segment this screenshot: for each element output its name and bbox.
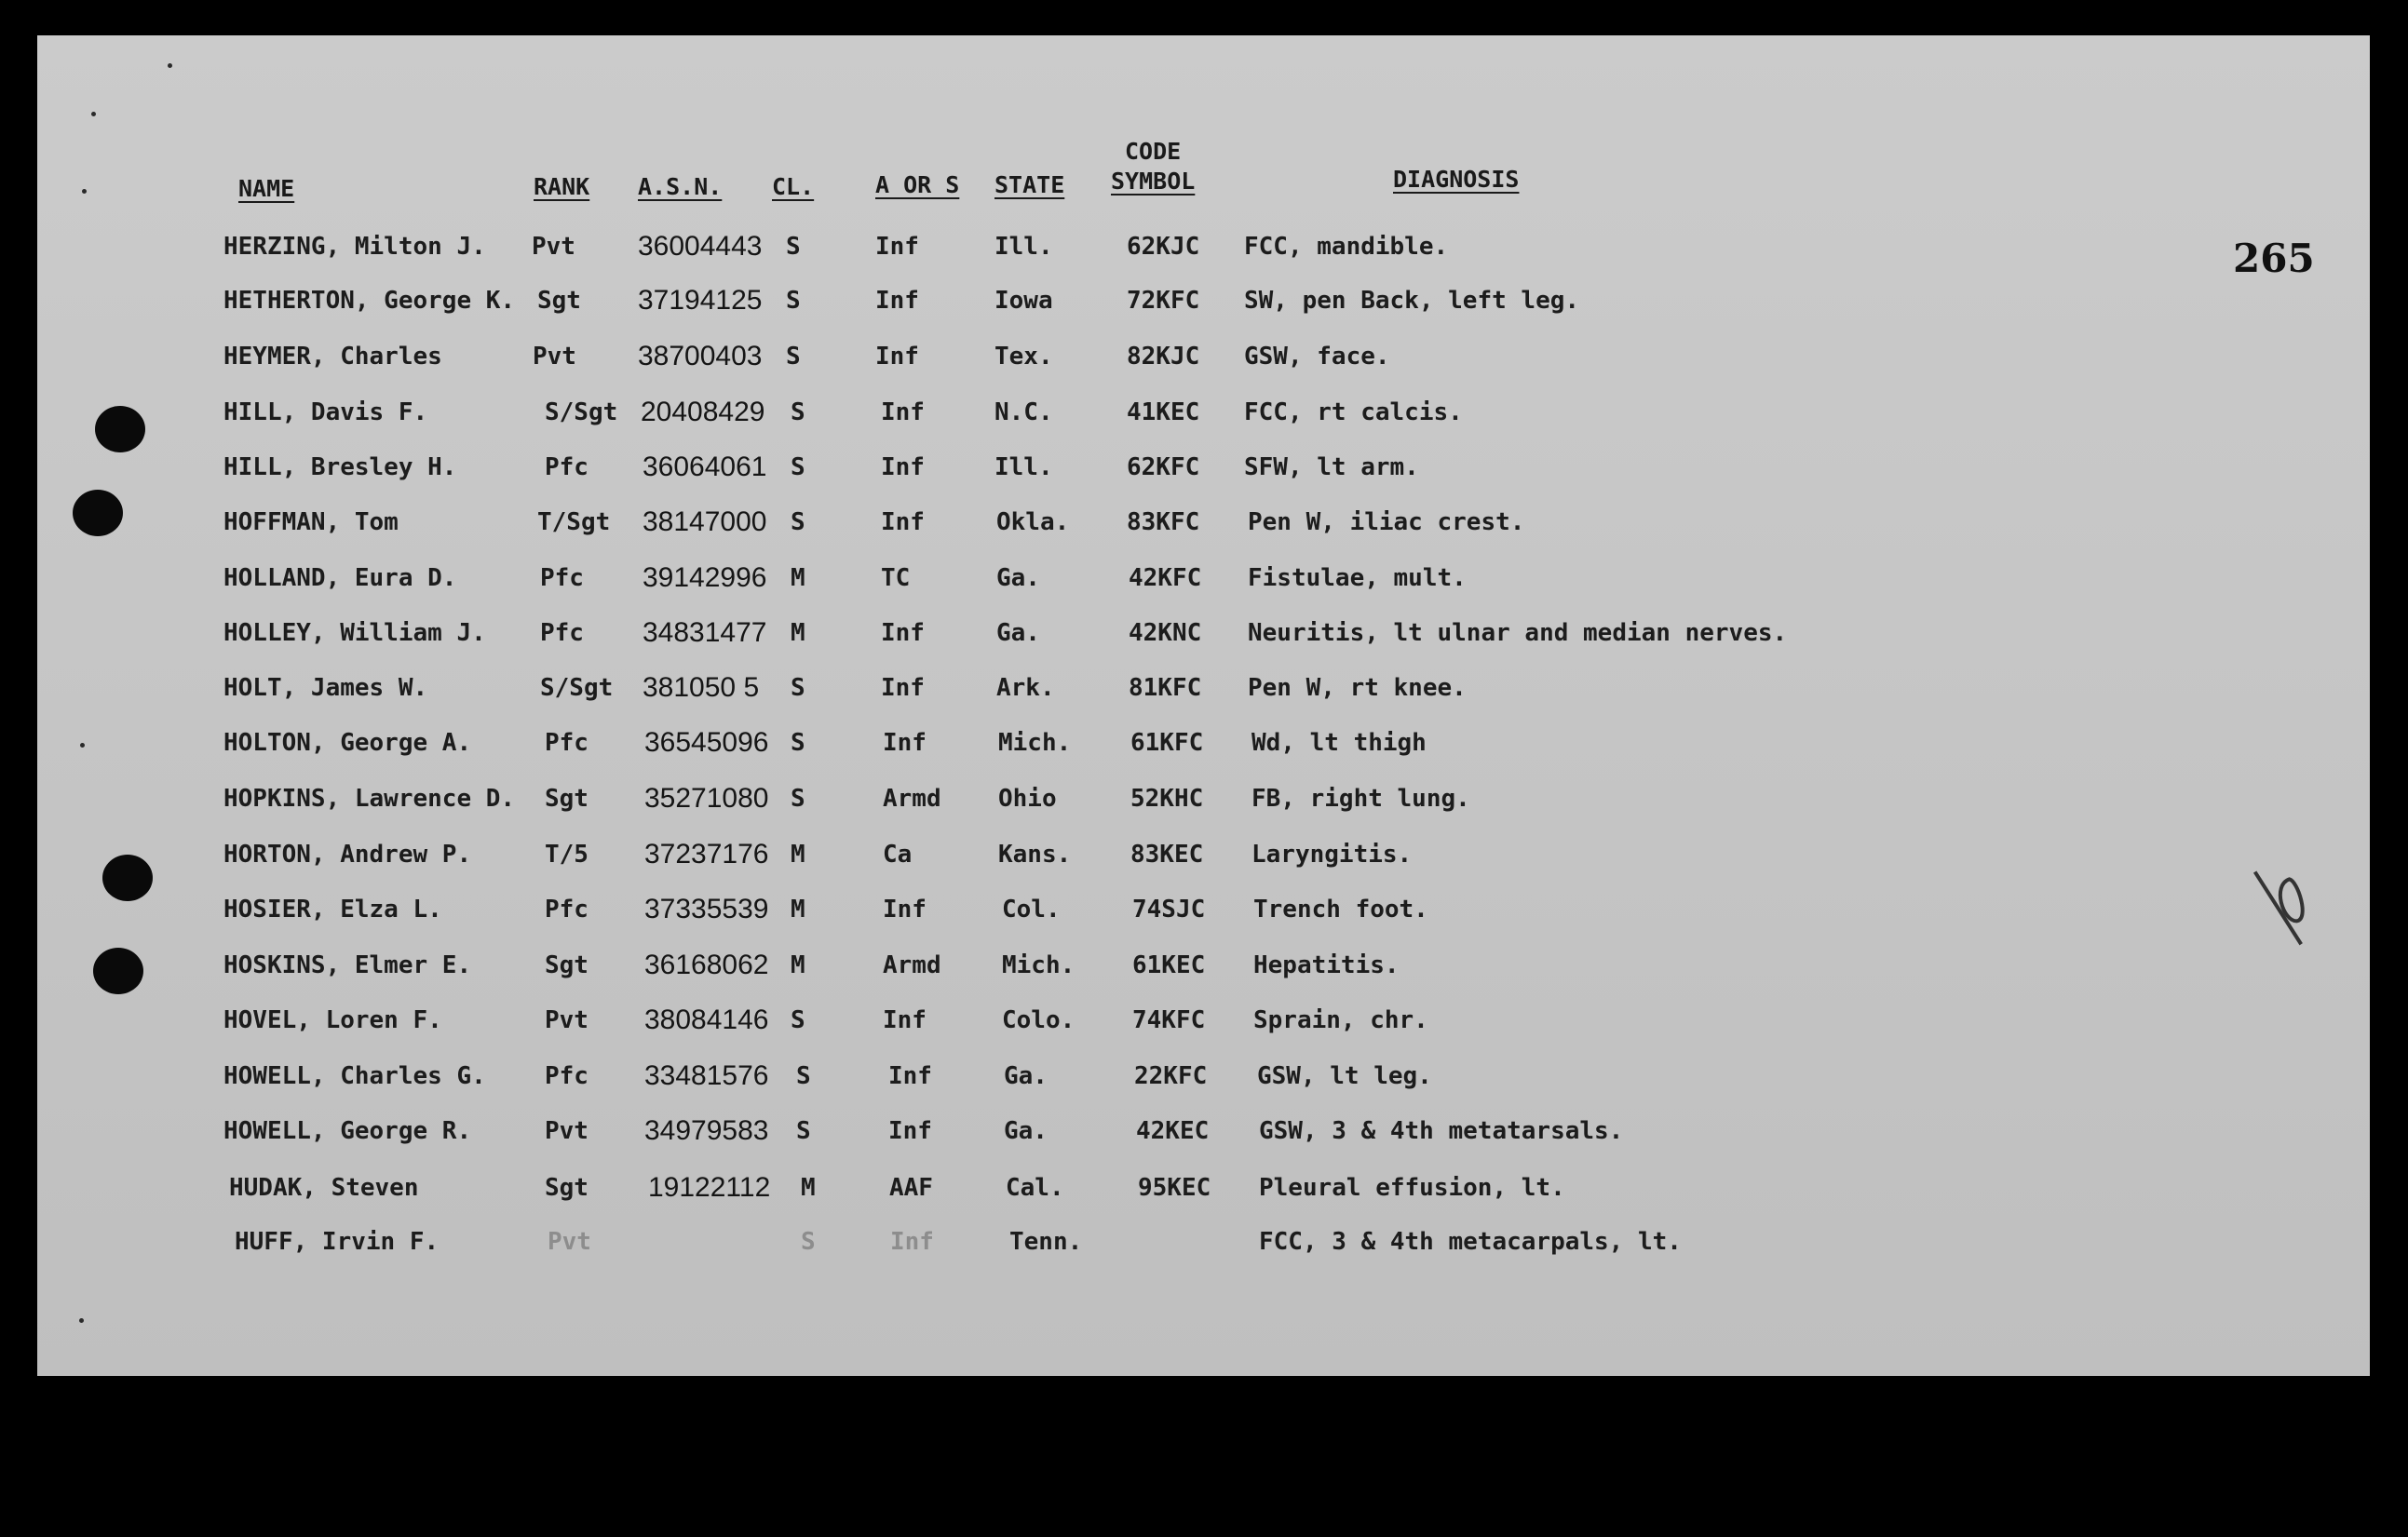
table-row [37,614,2370,652]
cell-name: HOLT, James W. [223,674,428,702]
cell-asn: 37194125 [638,285,763,316]
cell-diagnosis: Trench foot. [1253,896,1428,924]
table-row [37,1223,2370,1261]
cell-a-or-s: Inf [883,896,927,924]
cell-a-or-s: Inf [881,619,925,647]
header-asn: A.S.N. [638,173,723,200]
cell-diagnosis: Neuritis, lt ulnar and median nerves. [1248,619,1788,647]
cell-code: 74SJC [1132,896,1206,924]
cell-asn: 36545096 [644,727,769,758]
cell-diagnosis: Laryngitis. [1251,841,1413,869]
cell-code: 82KJC [1127,343,1200,371]
cell-diagnosis: SFW, lt arm. [1244,453,1419,481]
table-row [37,1112,2370,1150]
cell-name: HUDAK, Steven [229,1174,419,1202]
table-row [37,1002,2370,1039]
cell-a-or-s: Inf [888,1062,932,1090]
cell-name: HOFFMAN, Tom [223,508,399,536]
cell-state: Iowa [994,287,1053,315]
cell-state: Kans. [998,841,1072,869]
cell-code: 62KJC [1127,233,1200,261]
cell-state: Mich. [1002,951,1075,979]
table-row [37,1169,2370,1207]
cell-state: Ga. [1004,1062,1048,1090]
cell-diagnosis: Pen W, rt knee. [1248,674,1467,702]
cell-asn: 37237176 [644,839,769,870]
table-row [37,1058,2370,1095]
cell-diagnosis: FCC, mandible. [1244,233,1449,261]
cell-cl: S [796,1117,811,1145]
cell-cl: M [791,896,805,924]
cell-state: Ill. [994,233,1053,261]
cell-a-or-s: Armd [883,951,941,979]
cell-name: HUFF, Irvin F. [235,1228,440,1256]
cell-a-or-s: Ca [883,841,913,869]
paper-speck [82,189,87,194]
cell-rank: Pfc [545,896,588,924]
table-row [37,891,2370,928]
cell-code: 61KFC [1130,729,1204,757]
cell-a-or-s: AAF [889,1174,933,1202]
cell-name: HORTON, Andrew P. [223,841,472,869]
cell-rank: Pfc [540,619,584,647]
cell-diagnosis: Wd, lt thigh [1251,729,1427,757]
cell-state: Okla. [996,508,1070,536]
cell-a-or-s: Inf [881,674,925,702]
cell-state: Ga. [996,564,1040,592]
cell-code: 41KEC [1127,398,1200,426]
cell-state: N.C. [994,398,1053,426]
cell-state: Colo. [1002,1006,1075,1034]
cell-name: HOLLAND, Eura D. [223,564,457,592]
cell-state: Ga. [996,619,1040,647]
cell-cl: M [791,564,805,592]
cell-rank: Pvt [548,1228,591,1256]
cell-asn: 38084146 [644,1004,769,1035]
paper-speck [79,1318,84,1323]
cell-state: Ark. [996,674,1055,702]
cell-state: Ga. [1004,1117,1048,1145]
cell-cl: S [791,785,805,813]
cell-code: 83KFC [1127,508,1200,536]
cell-state: Mich. [998,729,1072,757]
table-row [37,338,2370,375]
cell-name: HOVEL, Loren F. [223,1006,442,1034]
cell-cl: M [791,619,805,647]
cell-diagnosis: Sprain, chr. [1253,1006,1428,1034]
cell-a-or-s: Inf [883,729,927,757]
cell-state: Ill. [994,453,1053,481]
cell-rank: Pfc [545,453,588,481]
cell-cl: M [791,951,805,979]
cell-asn: 39142996 [643,562,767,593]
paper-speck [91,112,96,116]
cell-a-or-s: Inf [875,343,919,371]
cell-code: 81KFC [1129,674,1202,702]
cell-cl: S [791,508,805,536]
cell-diagnosis: SW, pen Back, left leg. [1244,287,1580,315]
table-row [37,947,2370,984]
cell-name: HEYMER, Charles [223,343,442,371]
cell-asn: 34979583 [644,1115,769,1146]
table-row [37,836,2370,873]
cell-a-or-s: Inf [883,1006,927,1034]
table-row [37,449,2370,486]
cell-name: HOLTON, George A. [223,729,472,757]
cell-cl: M [801,1174,816,1202]
table-row [37,228,2370,265]
cell-rank: S/Sgt [545,398,618,426]
table-row [37,504,2370,541]
cell-asn: 33481576 [644,1060,769,1091]
cell-a-or-s: Inf [875,287,919,315]
cell-diagnosis: Hepatitis. [1253,951,1400,979]
cell-rank: Pfc [545,1062,588,1090]
cell-rank: Pvt [545,1117,588,1145]
cell-diagnosis: GSW, lt leg. [1257,1062,1432,1090]
cell-state: Ohio [998,785,1057,813]
cell-rank: Sgt [545,951,588,979]
cell-name: HOSIER, Elza L. [223,896,442,924]
cell-a-or-s: Inf [890,1228,934,1256]
cell-asn: 36064061 [643,452,767,482]
cell-diagnosis: Fistulae, mult. [1248,564,1467,592]
cell-cl: M [791,841,805,869]
cell-rank: Pvt [532,233,575,261]
cell-code: 22KFC [1134,1062,1208,1090]
cell-code: 61KEC [1132,951,1206,979]
cell-code: 62KFC [1127,453,1200,481]
cell-code: 42KFC [1129,564,1202,592]
cell-state: Tenn. [1009,1228,1083,1256]
cell-cl: S [796,1062,811,1090]
cell-rank: T/5 [545,841,588,869]
cell-rank: Pfc [545,729,588,757]
cell-diagnosis: GSW, face. [1244,343,1390,371]
header-state: STATE [994,171,1065,198]
table-row [37,560,2370,597]
header-diagnosis: DIAGNOSIS [1393,166,1520,193]
cell-diagnosis: Pen W, iliac crest. [1248,508,1525,536]
cell-code: 72KFC [1127,287,1200,315]
cell-a-or-s: Inf [888,1117,932,1145]
cell-rank: T/Sgt [537,508,611,536]
cell-asn: 35271080 [644,783,769,814]
cell-name: HILL, Davis F. [223,398,428,426]
cell-rank: Pvt [545,1006,588,1034]
paper-speck [168,63,172,68]
cell-name: HILL, Bresley H. [223,453,457,481]
table-row [37,669,2370,707]
cell-diagnosis: GSW, 3 & 4th metatarsals. [1259,1117,1624,1145]
header-a-or-s: A OR S [875,171,960,198]
table-row [37,780,2370,817]
cell-rank: S/Sgt [540,674,614,702]
cell-asn: 37335539 [644,894,769,924]
cell-cl: S [786,343,801,371]
cell-a-or-s: Inf [881,508,925,536]
cell-cl: S [791,453,805,481]
page-number: 265 [2233,236,2315,281]
cell-cl: S [786,287,801,315]
cell-name: HOWELL, George R. [223,1117,472,1145]
cell-code: 52KHC [1130,785,1204,813]
cell-state: Cal. [1006,1174,1064,1202]
cell-cl: S [791,729,805,757]
cell-asn: 36168062 [644,950,769,980]
header-name: NAME [238,175,295,202]
cell-asn: 38700403 [638,341,763,371]
cell-asn: 19122112 [648,1172,771,1203]
cell-rank: Pfc [540,564,584,592]
cell-a-or-s: Inf [881,398,925,426]
cell-a-or-s: Inf [881,453,925,481]
cell-cl: S [791,398,805,426]
roster-page [37,35,2370,1376]
cell-code: 83KEC [1130,841,1204,869]
header-cl: CL. [772,173,815,200]
cell-name: HOLLEY, William J. [223,619,486,647]
cell-rank: Sgt [545,1174,588,1202]
cell-cl: S [786,233,801,261]
cell-name: HETHERTON, George K. [223,287,516,315]
cell-state: Col. [1002,896,1061,924]
cell-asn: 38147000 [643,506,767,537]
cell-a-or-s: Inf [875,233,919,261]
cell-cl: S [791,1006,805,1034]
cell-state: Tex. [994,343,1053,371]
cell-rank: Sgt [545,785,588,813]
cell-code: 42KNC [1129,619,1202,647]
cell-a-or-s: TC [881,564,911,592]
cell-code: 42KEC [1136,1117,1210,1145]
cell-asn: 34831477 [643,617,767,648]
cell-diagnosis: FCC, rt calcis. [1244,398,1463,426]
cell-cl: S [801,1228,816,1256]
cell-name: HOSKINS, Elmer E. [223,951,472,979]
header-symbol: SYMBOL [1111,168,1196,195]
cell-rank: Sgt [537,287,581,315]
cell-name: HOWELL, Charles G. [223,1062,486,1090]
header-rank: RANK [534,173,590,200]
cell-asn: 381050 5 [643,672,760,703]
cell-code: 95KEC [1138,1174,1211,1202]
cell-diagnosis: FCC, 3 & 4th metacarpals, lt. [1259,1228,1682,1256]
header-code: CODE [1125,138,1182,165]
cell-diagnosis: Pleural effusion, lt. [1259,1174,1565,1202]
cell-code: 74KFC [1132,1006,1206,1034]
cell-asn: 36004443 [638,231,763,262]
cell-rank: Pvt [533,343,576,371]
table-row [37,282,2370,319]
cell-asn: 20408429 [641,397,765,427]
cell-name: HERZING, Milton J. [223,233,486,261]
table-row [37,724,2370,762]
table-row [37,394,2370,431]
cell-name: HOPKINS, Lawrence D. [223,785,516,813]
cell-diagnosis: FB, right lung. [1251,785,1470,813]
cell-cl: S [791,674,805,702]
cell-a-or-s: Armd [883,785,941,813]
